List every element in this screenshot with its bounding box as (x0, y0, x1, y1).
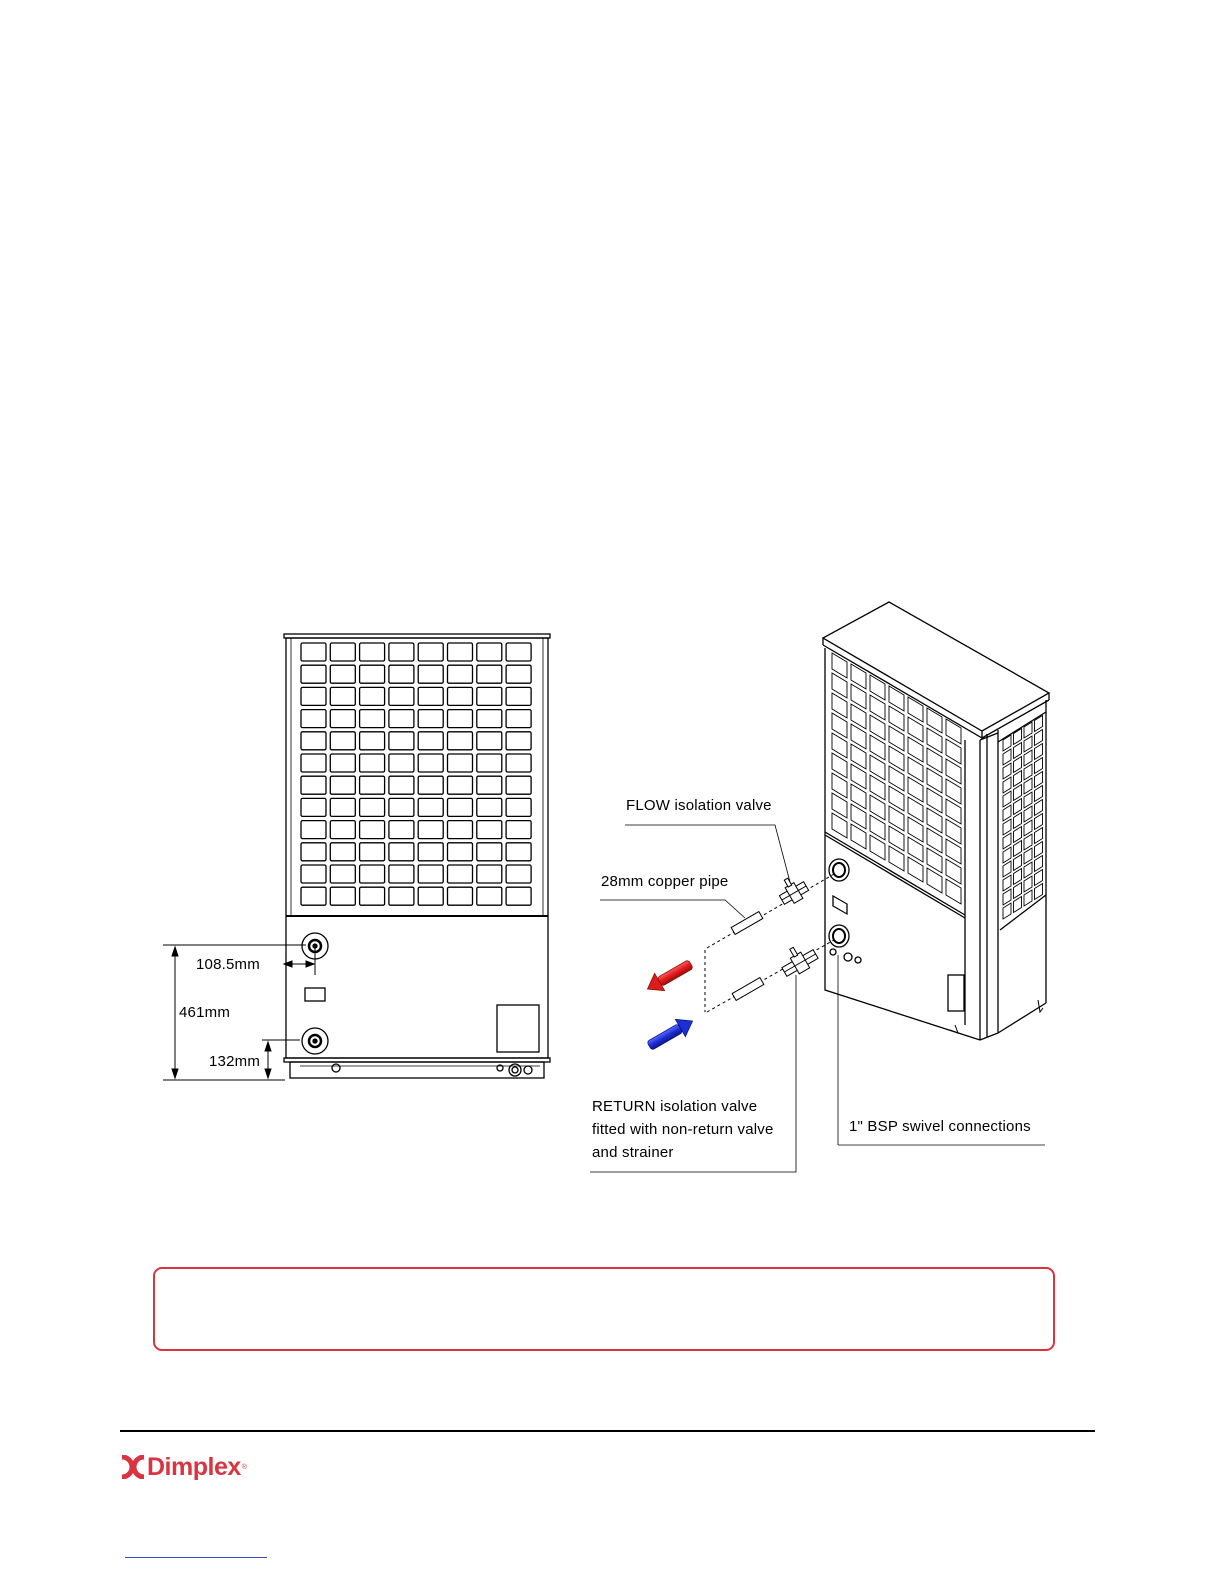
grille-cell (330, 710, 355, 728)
footer-rule (120, 1430, 1095, 1432)
grille-cell (1014, 827, 1022, 843)
grille-cell (1035, 730, 1043, 746)
grille-cell (1003, 819, 1011, 835)
grille-cell (1024, 764, 1032, 780)
grille-cell (506, 643, 531, 661)
grille-cell (418, 776, 443, 794)
grille-cell (1014, 855, 1022, 871)
grille-cell (1003, 861, 1011, 877)
grille-cell (360, 843, 385, 861)
grille-cell (506, 843, 531, 861)
grille-cell (477, 887, 502, 905)
grille-cell (330, 798, 355, 816)
grille-cell (418, 798, 443, 816)
grille-cell (1024, 736, 1032, 752)
grille-cell (506, 754, 531, 772)
grille-cell (360, 776, 385, 794)
grille-cell (389, 843, 414, 861)
grille-cell (477, 865, 502, 883)
grille-cell (330, 821, 355, 839)
grille-cell (477, 687, 502, 705)
grille-cell (389, 887, 414, 905)
return-isolation-valve-drawing (776, 939, 820, 980)
grille-cell (1003, 777, 1011, 793)
grille-cell (506, 798, 531, 816)
grille-cell (1003, 791, 1011, 807)
grille-cell (389, 710, 414, 728)
grille-cell (389, 665, 414, 683)
grille-cell (506, 665, 531, 683)
grille-cell (1003, 903, 1011, 919)
dim-bottom-label: 132mm (209, 1053, 261, 1070)
grille-cell (418, 643, 443, 661)
grille-cell (389, 865, 414, 883)
grille-cell (1003, 889, 1011, 905)
grille-cell (448, 665, 473, 683)
grille-cell (1014, 813, 1022, 829)
grille-cell (1035, 758, 1043, 774)
grille-cell (448, 865, 473, 883)
grille-cell (506, 821, 531, 839)
grille-cell (506, 887, 531, 905)
grille-cell (360, 887, 385, 905)
grille-cell (1014, 757, 1022, 773)
dim-total-height-label: 461mm (179, 1004, 231, 1021)
flow-direction-arrow (642, 955, 695, 997)
grille-cell (418, 843, 443, 861)
grille-cell (448, 710, 473, 728)
grille-cell (301, 776, 326, 794)
grille-cell (360, 732, 385, 750)
grille-cell (448, 732, 473, 750)
grille-cell (1014, 841, 1022, 857)
grille-cell (389, 754, 414, 772)
grille-cell (1035, 884, 1043, 900)
grille-cell (1014, 771, 1022, 787)
grille-cell (1035, 814, 1043, 830)
grille-cell (477, 710, 502, 728)
grille-cell (389, 732, 414, 750)
grille-cell (477, 776, 502, 794)
grille-cell (418, 865, 443, 883)
grille-cell (506, 687, 531, 705)
return-direction-arrow (644, 1012, 697, 1054)
grille-cell (330, 687, 355, 705)
grille-cell (477, 821, 502, 839)
return-valve-label-line3: and strainer (592, 1144, 674, 1161)
dimplex-mark-icon (120, 1455, 146, 1479)
grille-cell (477, 732, 502, 750)
front-view-unit (284, 634, 550, 1078)
grille-cell (301, 687, 326, 705)
grille-cell (1003, 847, 1011, 863)
grille-cell (1035, 828, 1043, 844)
grille-cell (448, 687, 473, 705)
grille-cell (360, 665, 385, 683)
grille-cell (1024, 806, 1032, 822)
flow-copper-pipe (731, 912, 763, 935)
grille-cell (506, 865, 531, 883)
grille-cell (1035, 842, 1043, 858)
grille-cell (418, 710, 443, 728)
flow-isolation-valve-drawing (774, 872, 811, 908)
grille-cell (1024, 820, 1032, 836)
grille-cell (330, 865, 355, 883)
grille-cell (1024, 792, 1032, 808)
grille-cell (360, 643, 385, 661)
grille-cell (301, 798, 326, 816)
grille-cell (1014, 785, 1022, 801)
grille-cell (448, 798, 473, 816)
logo-registered-mark: ® (241, 1463, 247, 1471)
return-valve-label-line1: RETURN isolation valve (592, 1098, 758, 1115)
isometric-side-grille (1003, 716, 1043, 920)
grille-cell (1035, 856, 1043, 872)
grille-cell (506, 710, 531, 728)
grille-cell (1035, 870, 1043, 886)
grille-cell (1003, 749, 1011, 765)
grille-cell (1003, 833, 1011, 849)
grille-cell (477, 643, 502, 661)
grille-cell (1024, 862, 1032, 878)
grille-cell (1014, 869, 1022, 885)
grille-cell (301, 865, 326, 883)
grille-cell (360, 687, 385, 705)
grille-cell (360, 821, 385, 839)
copper-pipe-label: 28mm copper pipe (601, 873, 729, 890)
grille-cell (330, 754, 355, 772)
grille-cell (448, 643, 473, 661)
grille-cell (418, 665, 443, 683)
grille-cell (389, 798, 414, 816)
bottom-link-underline[interactable] (125, 1557, 267, 1558)
grille-cell (1024, 750, 1032, 766)
logo-wordmark: Dimplex (147, 1452, 241, 1481)
grille-cell (1035, 800, 1043, 816)
grille-cell (301, 643, 326, 661)
grille-cell (301, 821, 326, 839)
grille-cell (477, 754, 502, 772)
grille-cell (1003, 805, 1011, 821)
grille-cell (330, 665, 355, 683)
grille-cell (448, 821, 473, 839)
grille-cell (1014, 883, 1022, 899)
grille-cell (1035, 744, 1043, 760)
grille-cell (1003, 875, 1011, 891)
grille-cell (448, 887, 473, 905)
grille-cell (418, 754, 443, 772)
grille-cell (301, 843, 326, 861)
return-copper-pipe (732, 978, 764, 1001)
note-box (153, 1267, 1055, 1351)
grille-cell (418, 821, 443, 839)
grille-cell (1024, 890, 1032, 906)
grille-cell (448, 843, 473, 861)
grille-cell (506, 776, 531, 794)
grille-cell (301, 710, 326, 728)
grille-cell (418, 732, 443, 750)
grille-cell (1035, 772, 1043, 788)
grille-cell (330, 776, 355, 794)
grille-cell (360, 710, 385, 728)
flow-valve-label: FLOW isolation valve (626, 797, 772, 814)
grille-cell (330, 643, 355, 661)
grille-cell (1014, 743, 1022, 759)
grille-cell (1024, 876, 1032, 892)
grille-cell (389, 776, 414, 794)
pipes-and-valves (705, 872, 834, 1012)
grille-cell (477, 843, 502, 861)
grille-cell (1014, 799, 1022, 815)
grille-cell (1024, 834, 1032, 850)
grille-cell (330, 843, 355, 861)
grille-cell (360, 798, 385, 816)
grille-cell (301, 732, 326, 750)
grille-cell (389, 687, 414, 705)
grille-cell (1014, 897, 1022, 913)
grille-cell (1003, 763, 1011, 779)
isometric-unit (823, 602, 1049, 1040)
grille-cell (448, 754, 473, 772)
grille-cell (330, 887, 355, 905)
grille-cell (448, 776, 473, 794)
grille-cell (389, 821, 414, 839)
grille-cell (360, 754, 385, 772)
grille-cell (477, 665, 502, 683)
front-grille (301, 643, 531, 905)
return-valve-label-line2: fitted with non-return valve (592, 1121, 774, 1138)
grille-cell (1024, 778, 1032, 794)
grille-cell (301, 887, 326, 905)
grille-cell (477, 798, 502, 816)
grille-cell (301, 754, 326, 772)
grille-cell (418, 687, 443, 705)
grille-cell (389, 643, 414, 661)
grille-cell (506, 732, 531, 750)
dim-horizontal-label: 108.5mm (196, 956, 260, 973)
grille-cell (330, 732, 355, 750)
grille-cell (301, 665, 326, 683)
grille-cell (360, 865, 385, 883)
grille-cell (1024, 848, 1032, 864)
dimplex-logo (120, 1450, 247, 1484)
grille-cell (418, 887, 443, 905)
bsp-connections-label: 1" BSP swivel connections (849, 1118, 1031, 1135)
grille-cell (1035, 786, 1043, 802)
